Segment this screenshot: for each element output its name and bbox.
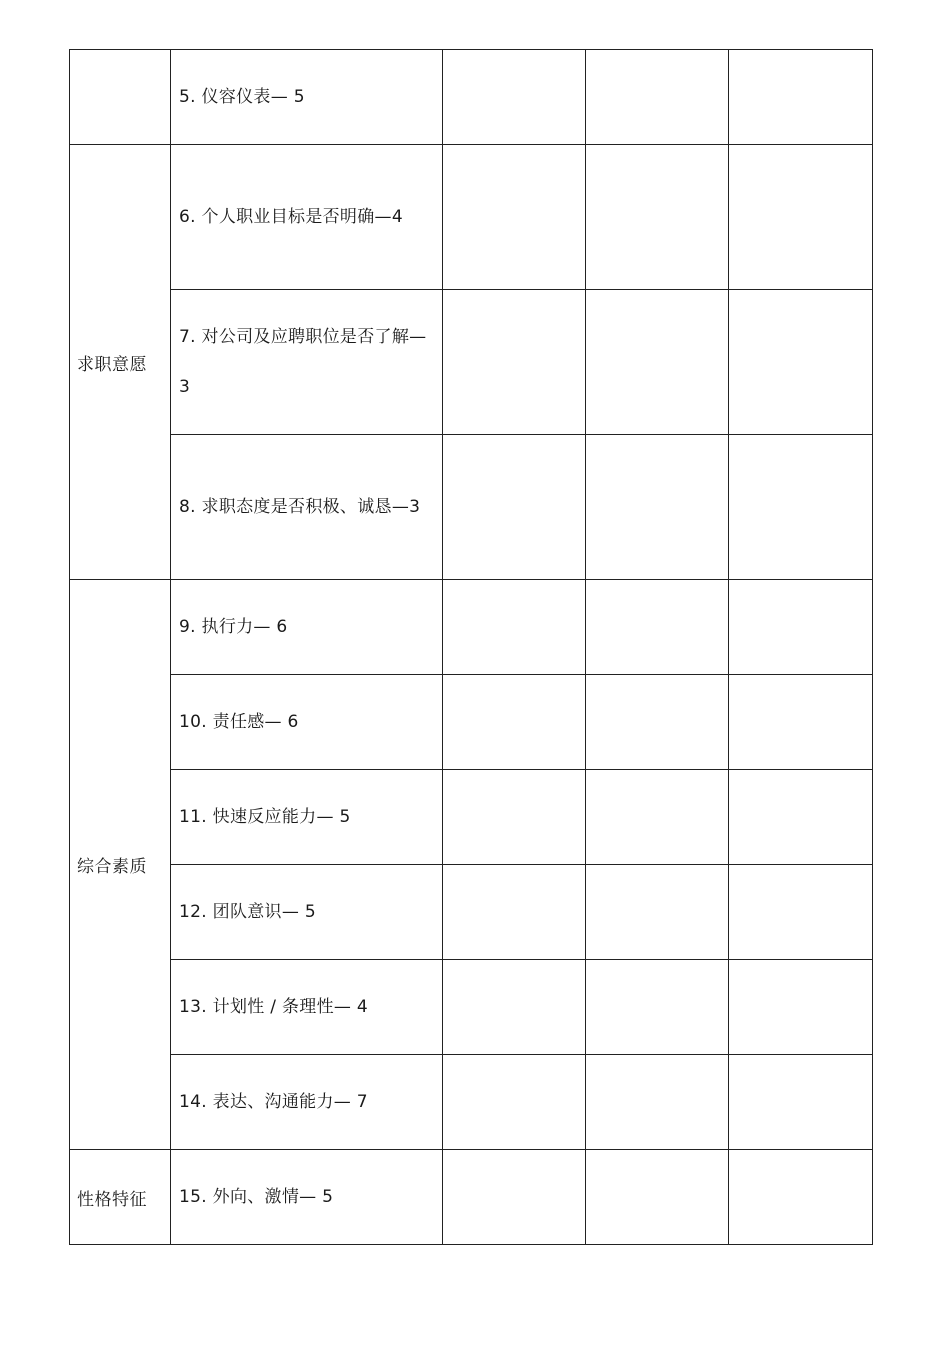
score-cell	[586, 580, 729, 675]
category-cell	[70, 1150, 171, 1245]
criterion-text: 8. 求职态度是否积极、诚恳—3	[179, 497, 421, 517]
score-cell	[586, 290, 729, 435]
evaluation-table	[69, 49, 873, 1245]
criterion-text: 13. 计划性 / 条理性— 4	[179, 997, 368, 1017]
score-cell	[586, 865, 729, 960]
criterion-text: 12. 团队意识— 5	[179, 902, 316, 922]
score-cell	[443, 960, 586, 1055]
category-cell	[70, 580, 171, 1150]
criterion-cell	[171, 675, 443, 770]
score-cell	[729, 145, 873, 290]
table-row	[70, 145, 873, 290]
criterion-cell	[171, 865, 443, 960]
table-row	[70, 865, 873, 960]
score-cell	[729, 960, 873, 1055]
category-label: 综合素质	[77, 857, 147, 877]
score-cell	[443, 1055, 586, 1150]
criterion-text: 6. 个人职业目标是否明确—4	[179, 207, 403, 227]
score-cell	[729, 770, 873, 865]
table-row	[70, 675, 873, 770]
score-cell	[443, 435, 586, 580]
criterion-text: 11. 快速反应能力— 5	[179, 807, 351, 827]
category-label: 性格特征	[77, 1189, 147, 1210]
score-cell	[586, 50, 729, 145]
table-row	[70, 435, 873, 580]
table-row	[70, 1055, 873, 1150]
score-cell	[729, 1055, 873, 1150]
score-cell	[443, 865, 586, 960]
score-cell	[586, 770, 729, 865]
score-cell	[586, 1150, 729, 1245]
score-cell	[729, 675, 873, 770]
criterion-cell	[171, 145, 443, 290]
criterion-text: 14. 表达、沟通能力— 7	[179, 1092, 368, 1112]
criterion-cell	[171, 1055, 443, 1150]
table-row	[70, 960, 873, 1055]
score-cell	[586, 435, 729, 580]
score-cell	[443, 145, 586, 290]
criterion-cell	[171, 770, 443, 865]
score-cell	[443, 770, 586, 865]
table-row	[70, 50, 873, 145]
score-cell	[443, 50, 586, 145]
score-cell	[443, 290, 586, 435]
score-cell	[586, 145, 729, 290]
score-cell	[729, 580, 873, 675]
score-cell	[729, 290, 873, 435]
criterion-text: 5. 仪容仪表— 5	[179, 87, 305, 107]
criterion-text: 15. 外向、激情— 5	[179, 1187, 334, 1207]
score-cell	[586, 960, 729, 1055]
criterion-cell	[171, 435, 443, 580]
table-row	[70, 770, 873, 865]
criterion-text: 10. 责任感— 6	[179, 712, 299, 732]
category-cell-empty	[70, 50, 171, 145]
criterion-cell	[171, 1150, 443, 1245]
criterion-cell	[171, 960, 443, 1055]
score-cell	[586, 675, 729, 770]
score-cell	[443, 675, 586, 770]
criterion-text: 7. 对公司及应聘职位是否了解— 3	[179, 327, 427, 397]
category-label: 求职意愿	[77, 354, 147, 375]
score-cell	[443, 580, 586, 675]
criterion-cell	[171, 290, 443, 435]
score-cell	[443, 1150, 586, 1245]
category-cell	[70, 145, 171, 580]
score-cell	[729, 865, 873, 960]
table-row	[70, 580, 873, 675]
criterion-text: 9. 执行力— 6	[179, 617, 288, 637]
score-cell	[729, 435, 873, 580]
criterion-cell	[171, 580, 443, 675]
criterion-cell	[171, 50, 443, 145]
table-row	[70, 290, 873, 435]
score-cell	[586, 1055, 729, 1150]
score-cell	[729, 50, 873, 145]
table-row	[70, 1150, 873, 1245]
score-cell	[729, 1150, 873, 1245]
